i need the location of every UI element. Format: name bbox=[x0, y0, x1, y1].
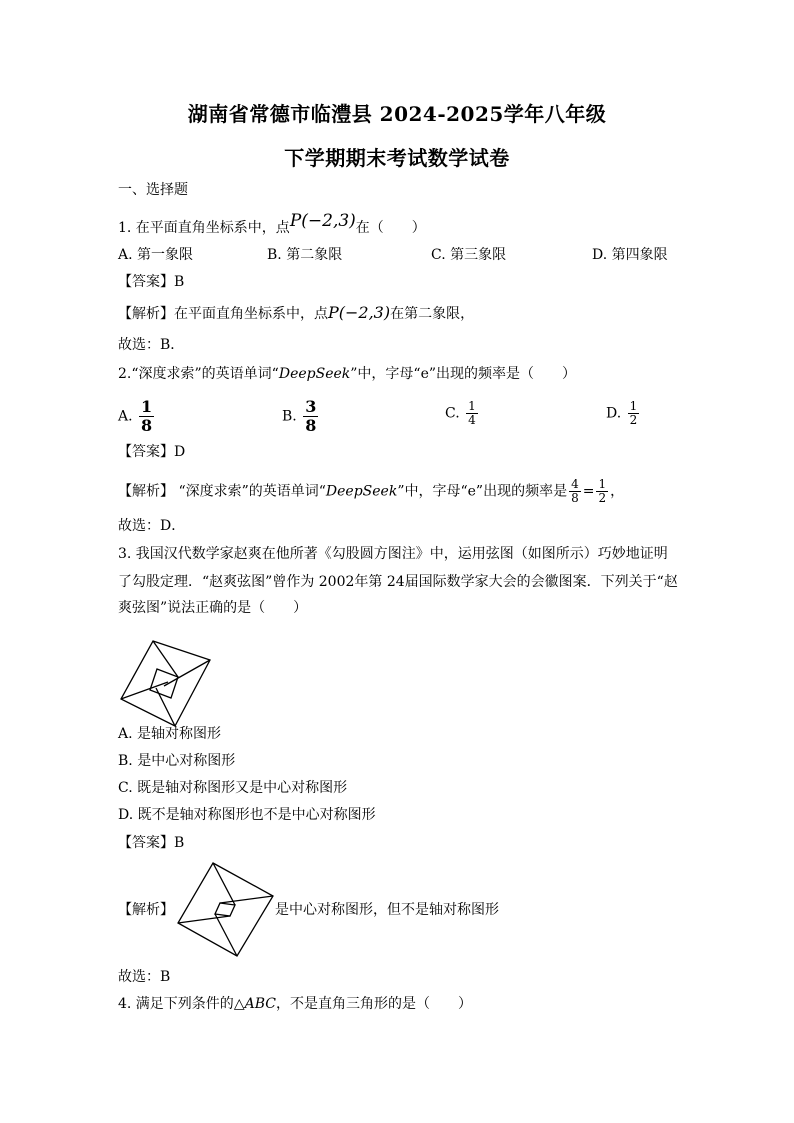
q2-word: DeepSeek bbox=[278, 366, 351, 382]
denominator: 2 bbox=[629, 413, 638, 427]
chord-line-2 bbox=[220, 896, 273, 903]
q1-answer: 【答案】B bbox=[118, 274, 185, 290]
q2-option-b-fraction bbox=[303, 398, 318, 435]
q2-stem-pre: 2.“深度求索”的英语单词“ bbox=[118, 366, 279, 382]
denominator: 2 bbox=[598, 491, 607, 505]
q2-analysis-mid: ”中，字母“e”出现的频率是 bbox=[397, 483, 568, 500]
q2-analysis-fraction-b bbox=[596, 478, 608, 505]
q2-option-b bbox=[282, 398, 320, 435]
q3-choose: 故选：B bbox=[118, 969, 171, 985]
q1-option-d: D. 第四象限 bbox=[592, 247, 668, 263]
numerator: 3 bbox=[305, 397, 317, 416]
q3-option-c: C. 既是轴对称图形又是中心对称图形 bbox=[118, 780, 348, 796]
q2-analysis bbox=[118, 478, 624, 505]
denominator: 8 bbox=[141, 416, 153, 435]
numerator: 1 bbox=[629, 399, 638, 413]
q1-point: P(−2,3) bbox=[289, 211, 356, 231]
q1-stem-pre: 1. 在平面直角坐标系中，点 bbox=[118, 220, 290, 236]
q3-analysis-post: 是中心对称图形，但不是轴对称图形 bbox=[275, 902, 499, 918]
q1-stem-post: 在（ ） bbox=[355, 220, 426, 236]
q2-analysis-pre: 【解析】 “深度求索”的英语单词“ bbox=[118, 483, 326, 500]
equals-sign: = bbox=[582, 483, 595, 500]
q2-answer: 【答案】D bbox=[118, 444, 186, 460]
denominator: 8 bbox=[571, 491, 579, 505]
q2-option-a bbox=[118, 398, 156, 435]
q2-option-c-label: C. bbox=[445, 405, 460, 422]
numerator: 1 bbox=[468, 399, 476, 413]
q3-option-b: B. 是中心对称图形 bbox=[118, 753, 236, 769]
q2-option-c bbox=[445, 400, 480, 427]
q3-answer: 【答案】B bbox=[118, 835, 185, 851]
q1-option-b: B. 第二象限 bbox=[267, 247, 343, 263]
q4-stem-post: ，不是直角三角形的是（ ） bbox=[275, 996, 472, 1012]
q2-choose: 故选：D． bbox=[118, 518, 186, 534]
outer-square bbox=[178, 863, 273, 956]
section-heading: 一、选择题 bbox=[118, 182, 188, 198]
q4-stem-pre: 4. 满足下列条件的 bbox=[118, 996, 234, 1012]
q2-option-d bbox=[606, 400, 641, 427]
q1-analysis bbox=[118, 303, 474, 324]
exam-title-line1: 湖南省常德市临澧县 2024-2025学年八年级 bbox=[187, 102, 607, 126]
q3-analysis-pre: 【解析】 bbox=[118, 902, 174, 918]
q3-option-a: A. 是轴对称图形 bbox=[118, 726, 222, 742]
q2-stem-post: ”中，字母“e”出现的频率是（ ） bbox=[350, 366, 577, 382]
q1-stem bbox=[118, 211, 426, 238]
q2-option-a-fraction bbox=[139, 398, 154, 435]
q1-analysis-point: P(−2,3) bbox=[328, 303, 391, 322]
q3-stem-line2: 了勾股定理．“赵爽弦图”曾作为 2002年第 24届国际数学家大会的会徽图案．下列关于“赵 bbox=[118, 574, 678, 590]
exam-title-line2: 下学期期末考试数学试卷 bbox=[284, 146, 510, 170]
zhao-shuang-chord-diagram-analysis bbox=[177, 862, 275, 958]
q2-option-d-label: D. bbox=[606, 405, 622, 422]
q2-option-a-label: A. bbox=[118, 408, 133, 425]
q2-analysis-word: DeepSeek bbox=[325, 483, 398, 500]
q2-option-b-label: B. bbox=[282, 408, 297, 425]
denominator: 4 bbox=[468, 413, 476, 427]
chord-line-4 bbox=[178, 916, 230, 923]
numerator: 1 bbox=[141, 397, 153, 416]
numerator: 1 bbox=[598, 477, 607, 491]
q2-analysis-fraction-a bbox=[569, 478, 581, 505]
q3-option-d: D. 既不是轴对称图形也不是中心对称图形 bbox=[118, 807, 376, 823]
q3-stem-line1: 3. 我国汉代数学家赵爽在他所著《勾股圆方图注》中，运用弦图（如图所示）巧妙地证明 bbox=[118, 546, 668, 562]
q2-option-c-fraction bbox=[466, 400, 478, 427]
q4-stem bbox=[118, 994, 472, 1014]
q1-option-a: A. 第一象限 bbox=[118, 247, 194, 263]
inner-square bbox=[215, 903, 235, 916]
q2-option-d-fraction bbox=[628, 400, 640, 427]
q1-choose: 故选：B． bbox=[118, 337, 185, 353]
q2-stem bbox=[118, 364, 576, 384]
q4-triangle: △ABC bbox=[233, 996, 276, 1012]
q3-stem-line3: 爽弦图”说法正确的是（ ） bbox=[118, 600, 308, 616]
q1-analysis-post: 在第二象限， bbox=[390, 306, 475, 322]
zhao-shuang-chord-diagram bbox=[120, 640, 212, 728]
q1-analysis-pre: 【解析】在平面直角坐标系中，点 bbox=[118, 306, 328, 322]
comma: ， bbox=[610, 483, 625, 500]
q1-option-c: C. 第三象限 bbox=[431, 247, 507, 263]
denominator: 8 bbox=[305, 416, 317, 435]
numerator: 4 bbox=[571, 477, 579, 491]
